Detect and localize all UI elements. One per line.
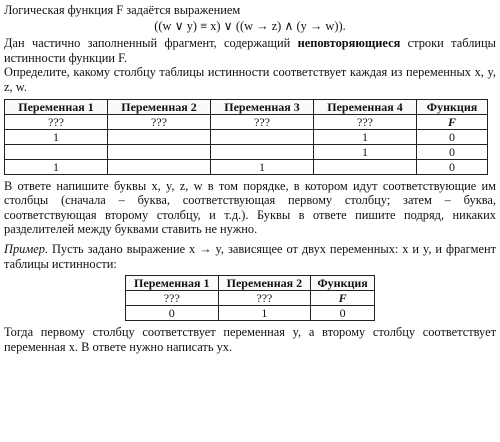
table-cell: ???: [218, 291, 311, 306]
table-cell: [211, 129, 314, 144]
table-cell: 0: [417, 144, 488, 159]
truth-table: [4, 99, 488, 175]
table-cell: [211, 144, 314, 159]
table-cell: 1: [5, 129, 108, 144]
example-label: Пример.: [4, 241, 49, 256]
header-function: Функция: [417, 99, 488, 114]
example-header-var2: Переменная 2: [218, 276, 311, 291]
formula: ((w ∨ y) ≡ x) ∨ ((w → z) ∧ (y → w)).: [154, 18, 346, 33]
table-row: [5, 114, 488, 129]
table-cell: ???: [211, 114, 314, 129]
table-cell: ???: [314, 114, 417, 129]
example-text: Пусть задано выражение x → y, зависящее от двух переменных: x и y, и фрагмент таблицы истинности:: [4, 241, 496, 271]
answer-instructions: В ответе напишите буквы x, y, z, w в том порядке, в котором идут соответствующие им столбцы (сначала – буква, соответствующая первому столбцу; затем – буква, соответствующая второму столбцу, и т.д.). Буквы в ответе пишите подряд, никаких разделителей между буквами ставить не нужно.: [4, 178, 496, 237]
table-cell: 1: [314, 129, 417, 144]
header-var1: Переменная 1: [5, 99, 108, 114]
example-header-row: [126, 276, 375, 291]
table-cell: 0: [417, 129, 488, 144]
table-cell: [108, 129, 211, 144]
table-row: [126, 306, 375, 321]
table-cell: ???: [108, 114, 211, 129]
example-paragraph: [4, 242, 496, 271]
task-paragraph-1: [4, 36, 496, 65]
header-var2: Переменная 2: [108, 99, 211, 114]
table-row: [126, 291, 375, 306]
task-text-a: Дан частично заполненный фрагмент, содержащий: [4, 36, 298, 51]
table-cell: ???: [126, 291, 219, 306]
table-cell: ???: [5, 114, 108, 129]
example-header-function: Функция: [311, 276, 375, 291]
table-cell: F: [417, 114, 488, 129]
table-cell: 0: [417, 159, 488, 174]
table-cell: 1: [314, 144, 417, 159]
task-paragraph-2: Определите, какому столбцу таблицы истинности соответствует каждая из переменных x, y, z, w.: [4, 65, 496, 94]
header-var3: Переменная 3: [211, 99, 314, 114]
table-cell: 1: [211, 159, 314, 174]
table-cell: [5, 144, 108, 159]
example-header-var1: Переменная 1: [126, 276, 219, 291]
table-row: [5, 159, 488, 174]
truth-table-header-row: [5, 99, 488, 114]
task-text-b: строки таблицы истинности функции F.: [4, 36, 496, 65]
table-cell: [108, 144, 211, 159]
example-conclusion: Тогда первому столбцу соответствует переменная y, а второму столбцу соответствует переменная x. В ответе нужно написать yx.: [4, 325, 496, 354]
table-cell: F: [311, 291, 375, 306]
header-var4: Переменная 4: [314, 99, 417, 114]
example-truth-table: [125, 275, 375, 321]
intro-line: Логическая функция F задаётся выражением: [4, 3, 241, 17]
table-cell: 0: [311, 306, 375, 321]
table-cell: [314, 159, 417, 174]
task-text-bold: неповторяющиеся: [297, 36, 401, 51]
table-cell: 0: [126, 306, 219, 321]
table-row: [5, 144, 488, 159]
table-cell: 1: [218, 306, 311, 321]
table-row: [5, 129, 488, 144]
table-cell: 1: [5, 159, 108, 174]
table-cell: [108, 159, 211, 174]
